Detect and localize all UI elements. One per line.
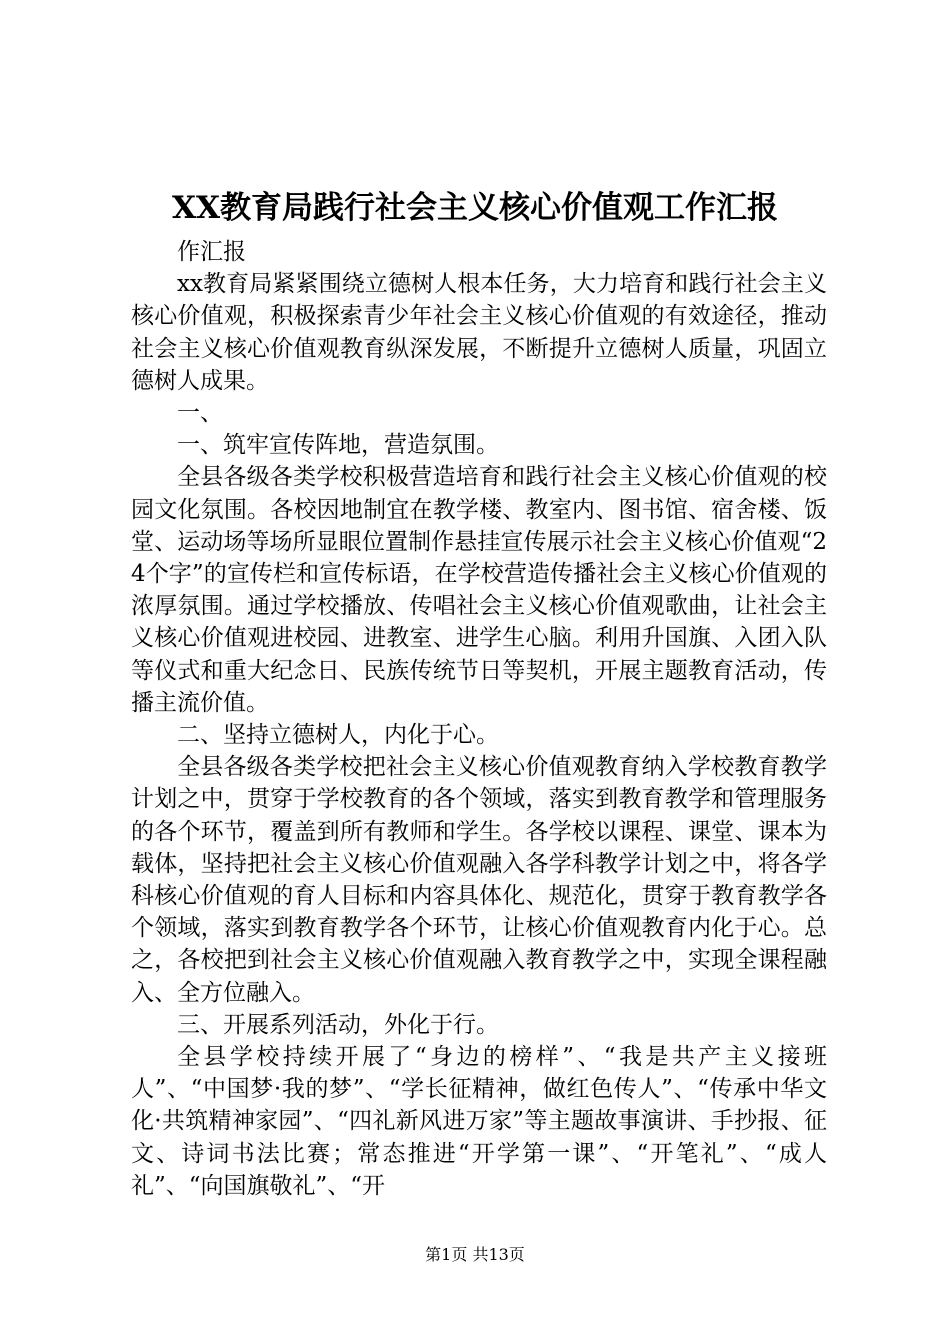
heading-section-2: 二、坚持立德树人，内化于心。 — [177, 722, 499, 749]
paragraph-section-marker: 一、 — [177, 400, 223, 427]
document-title: XX教育局践行社会主义核心价值观工作汇报 — [171, 190, 779, 226]
heading-section-1: 一、筑牢宣传阵地，营造氛围。 — [177, 432, 499, 459]
paragraph-section-3: 全县学校持续开展了“身边的榜样”、“我是共产主义接班人”、“中国梦·我的梦”、“学长征精神，做红色传人”、“传承中华文化·共筑精神家园”、“四礼新风进万家”等主题故事演讲、手抄报、征文、诗词书法比赛；常态推进“开学第一课”、“开笔礼”、“成人礼”、“向国旗敬礼”、“开 — [131, 1044, 827, 1199]
paragraph-section-1: 全县各级各类学校积极营造培育和践行社会主义核心价值观的校园文化氛围。各校因地制宜在教学楼、教室内、图书馆、宿舍楼、饭堂、运动场等场所显眼位置制作悬挂宣传展示社会主义核心价值观“24个字”的宣传栏和宣传标语，在学校营造传播社会主义核心价值观的浓厚氛围。通过学校播放、传唱社会主义核心价值观歌曲，让社会主义核心价值观进校园、进教室、进学生心脑。利用升国旗、入团入队等仪式和重大纪念日、民族传统节日等契机，开展主题教育活动，传播主流价值。 — [131, 464, 827, 716]
page-number-footer: 第1页 共13页 — [425, 1245, 525, 1264]
paragraph-subtitle: 作汇报 — [177, 239, 246, 265]
heading-section-3: 三、开展系列活动，外化于行。 — [177, 1011, 499, 1038]
paragraph-intro: xx教育局紧紧围绕立德树人根本任务，大力培育和践行社会主义核心价值观，积极探索青少年社会主义核心价值观的有效途径，推动社会主义核心价值观教育纵深发展，不断提升立德树人质量，巩固立德树人成果。 — [131, 271, 827, 394]
document-body — [131, 236, 827, 1202]
paragraph-section-2: 全县各级各类学校把社会主义核心价值观教育纳入学校教育教学计划之中，贯穿于学校教育的各个领域，落实到教育教学和管理服务的各个环节，覆盖到所有教师和学生。各学校以课程、课堂、课本为载体，坚持把社会主义核心价值观融入各学科教学计划之中，将各学科核心价值观的育人目标和内容具体化、规范化，贯穿于教育教学各个领域，落实到教育教学各个环节，让核心价值观教育内化于心。总之，各校把到社会主义核心价值观融入教育教学之中，实现全课程融入、全方位融入。 — [131, 754, 827, 1006]
